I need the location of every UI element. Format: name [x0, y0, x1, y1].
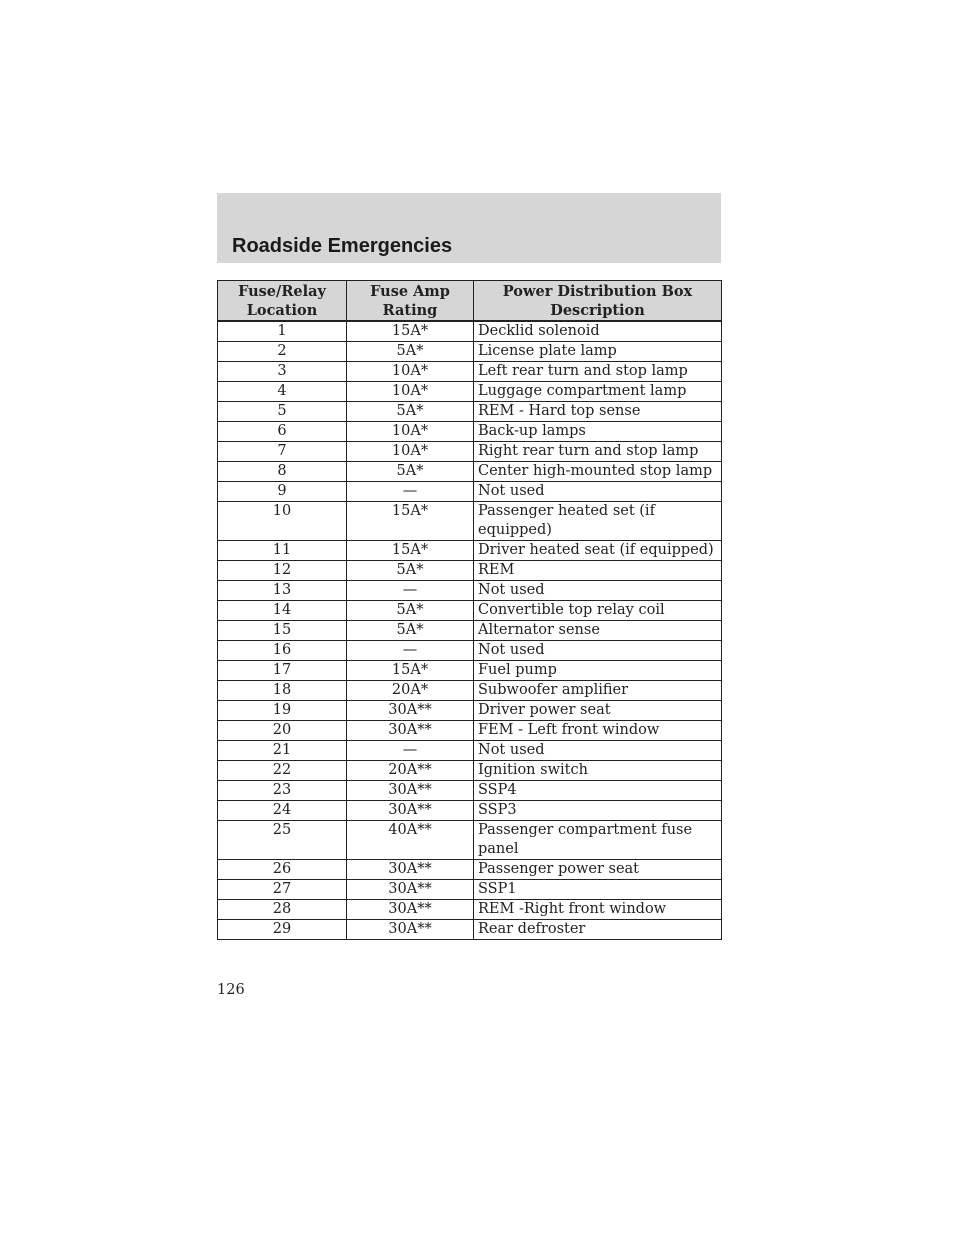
cell-location: 5 — [218, 402, 347, 422]
cell-location: 15 — [218, 621, 347, 641]
cell-rating: 20A* — [347, 681, 474, 701]
cell-location: 17 — [218, 661, 347, 681]
cell-rating: 30A** — [347, 900, 474, 920]
column-header-line: Rating — [382, 302, 438, 319]
cell-description: Driver heated seat (if equipped) — [474, 541, 722, 561]
cell-rating: 5A* — [347, 462, 474, 482]
cell-location: 2 — [218, 342, 347, 362]
cell-rating: — — [347, 741, 474, 761]
table-row — [218, 422, 722, 442]
table-row — [218, 402, 722, 422]
cell-location: 29 — [218, 920, 347, 940]
cell-description: License plate lamp — [474, 342, 722, 362]
column-header-location — [218, 281, 347, 322]
cell-description: Passenger power seat — [474, 860, 722, 880]
cell-description: Back-up lamps — [474, 422, 722, 442]
cell-description: FEM - Left front window — [474, 721, 722, 741]
table-header-row — [218, 281, 722, 322]
cell-description: Center high-mounted stop lamp — [474, 462, 722, 482]
table-row — [218, 462, 722, 482]
cell-location: 21 — [218, 741, 347, 761]
table-row — [218, 661, 722, 681]
table-row — [218, 641, 722, 661]
table-row — [218, 621, 722, 641]
cell-location: 6 — [218, 422, 347, 442]
cell-description: SSP3 — [474, 801, 722, 821]
cell-location: 1 — [218, 321, 347, 342]
cell-location: 9 — [218, 482, 347, 502]
column-header-description — [474, 281, 722, 322]
cell-description: Driver power seat — [474, 701, 722, 721]
cell-location: 12 — [218, 561, 347, 581]
cell-location: 10 — [218, 502, 347, 541]
cell-rating: 30A** — [347, 701, 474, 721]
cell-rating: 30A** — [347, 781, 474, 801]
cell-description: Not used — [474, 741, 722, 761]
table-row — [218, 900, 722, 920]
cell-location: 24 — [218, 801, 347, 821]
cell-description: Left rear turn and stop lamp — [474, 362, 722, 382]
cell-rating: — — [347, 482, 474, 502]
cell-rating: 5A* — [347, 342, 474, 362]
table-row — [218, 741, 722, 761]
cell-description: Convertible top relay coil — [474, 601, 722, 621]
cell-location: 25 — [218, 821, 347, 860]
cell-rating: 30A** — [347, 721, 474, 741]
cell-rating: 5A* — [347, 561, 474, 581]
table-row — [218, 920, 722, 940]
fuse-table — [217, 280, 722, 940]
cell-rating: 10A* — [347, 442, 474, 462]
cell-description: Right rear turn and stop lamp — [474, 442, 722, 462]
cell-description: Luggage compartment lamp — [474, 382, 722, 402]
cell-location: 13 — [218, 581, 347, 601]
cell-rating: 30A** — [347, 801, 474, 821]
cell-location: 4 — [218, 382, 347, 402]
table-row — [218, 601, 722, 621]
cell-rating: 30A** — [347, 880, 474, 900]
table-row — [218, 541, 722, 561]
cell-description: SSP4 — [474, 781, 722, 801]
cell-description: Fuel pump — [474, 661, 722, 681]
table-row — [218, 880, 722, 900]
cell-location: 16 — [218, 641, 347, 661]
column-header-line: Location — [246, 302, 318, 319]
cell-location: 23 — [218, 781, 347, 801]
cell-description: REM - Hard top sense — [474, 402, 722, 422]
cell-description: Not used — [474, 641, 722, 661]
table-row — [218, 801, 722, 821]
table-row — [218, 781, 722, 801]
cell-rating: 5A* — [347, 601, 474, 621]
column-header-rating — [347, 281, 474, 322]
cell-rating: — — [347, 581, 474, 601]
cell-location: 18 — [218, 681, 347, 701]
table-row — [218, 561, 722, 581]
cell-rating: 40A** — [347, 821, 474, 860]
cell-location: 14 — [218, 601, 347, 621]
table-row — [218, 860, 722, 880]
cell-description: Not used — [474, 581, 722, 601]
table-row — [218, 382, 722, 402]
cell-location: 22 — [218, 761, 347, 781]
cell-rating: 15A* — [347, 502, 474, 541]
cell-rating: 5A* — [347, 402, 474, 422]
page-number: 126 — [217, 982, 245, 998]
cell-rating: 10A* — [347, 422, 474, 442]
table-row — [218, 442, 722, 462]
table-row — [218, 321, 722, 342]
table-row — [218, 721, 722, 741]
cell-location: 27 — [218, 880, 347, 900]
cell-location: 28 — [218, 900, 347, 920]
column-header-line: Fuse/Relay — [238, 283, 326, 300]
table-row — [218, 821, 722, 860]
cell-rating: 10A* — [347, 382, 474, 402]
cell-location: 26 — [218, 860, 347, 880]
cell-description: REM -Right front window — [474, 900, 722, 920]
cell-rating: 20A** — [347, 761, 474, 781]
table-row — [218, 701, 722, 721]
table-row — [218, 502, 722, 541]
cell-description: Subwoofer amplifier — [474, 681, 722, 701]
cell-description: Rear defroster — [474, 920, 722, 940]
section-title: Roadside Emergencies — [232, 235, 453, 257]
cell-rating: — — [347, 641, 474, 661]
cell-location: 19 — [218, 701, 347, 721]
column-header-line: Fuse Amp — [370, 283, 450, 300]
cell-location: 8 — [218, 462, 347, 482]
cell-rating: 5A* — [347, 621, 474, 641]
cell-rating: 10A* — [347, 362, 474, 382]
cell-description: Passenger heated set (if equipped) — [474, 502, 722, 541]
cell-rating: 15A* — [347, 661, 474, 681]
cell-description: Alternator sense — [474, 621, 722, 641]
table-row — [218, 482, 722, 502]
column-header-line: Description — [550, 302, 645, 319]
table-row — [218, 581, 722, 601]
cell-rating: 30A** — [347, 860, 474, 880]
table-row — [218, 342, 722, 362]
cell-description: Ignition switch — [474, 761, 722, 781]
cell-description: Not used — [474, 482, 722, 502]
cell-description: SSP1 — [474, 880, 722, 900]
cell-rating: 30A** — [347, 920, 474, 940]
cell-description: Decklid solenoid — [474, 321, 722, 342]
cell-description: Passenger compartment fuse panel — [474, 821, 722, 860]
table-row — [218, 362, 722, 382]
cell-location: 11 — [218, 541, 347, 561]
column-header-line: Power Distribution Box — [502, 283, 693, 300]
cell-location: 20 — [218, 721, 347, 741]
table-row — [218, 761, 722, 781]
section-header — [217, 193, 721, 263]
fuse-table-body — [218, 321, 722, 940]
cell-location: 3 — [218, 362, 347, 382]
cell-rating: 15A* — [347, 541, 474, 561]
cell-description: REM — [474, 561, 722, 581]
cell-location: 7 — [218, 442, 347, 462]
table-row — [218, 681, 722, 701]
cell-rating: 15A* — [347, 321, 474, 342]
